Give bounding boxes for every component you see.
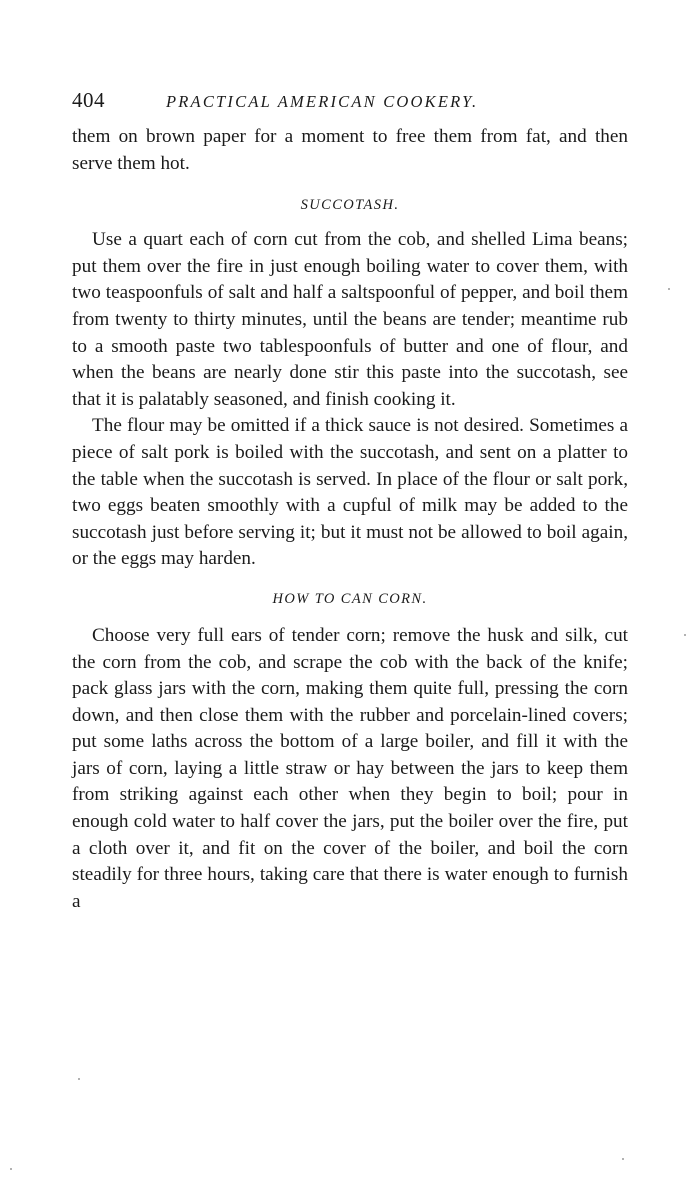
page-number: 404 (72, 88, 105, 112)
succotash-paragraph-2: The flour may be omitted if a thick sauce is not desired. Sometimes a piece of salt pork is boiled with the succotash, and sent on a platter to the table when the succotash is served. In place of the flour or salt pork, two eggs beaten smoothly with a cupful of milk may be added to the succotash just before serving it; but it must not be allowed to boil again, or the eggs may harden. (72, 415, 628, 570)
opening-paragraph: them on brown paper for a moment to free them from fat, and then serve them hot. (72, 126, 628, 174)
paper-speck (78, 1078, 80, 1080)
succotash-heading: SUCCOTASH. (300, 197, 400, 214)
paper-speck (10, 1168, 12, 1170)
paper-speck (668, 288, 670, 290)
can-corn-paragraph-1: Choose very full ears of tender corn; remove the husk and silk, cut the corn from the cob, and scrape the cob with the back of the knife; pack glass jars with the corn, making them quite full, pressing the corn down, and then close them with the rubber and porcelain-lined covers; put some laths across the bottom of a large boiler, and fill it with the jars of corn, laying a little straw or hay between the jars to keep them from striking against each other when they begin to boil; pour in enough cold water to half cover the jars, put the boiler over the fire, put a cloth over it, and fit on the cover of the boiler, and boil the corn steadily for three hours, taking care that there is water enough to furnish a (72, 624, 628, 912)
paper-speck (684, 634, 686, 636)
running-head (72, 88, 628, 118)
succotash-paragraph-1: Use a quart each of corn cut from the cob, and shelled Lima beans; put them over the fire in just enough boiling water to cover them, with two teaspoonfuls of salt and half a saltspoonful of pepper, and boil them from twenty to thirty minutes, until the beans are tender; meantime rub to a smooth paste two tablespoonfuls of butter and one of flour, and when the beans are nearly done stir this paste into the succotash, see that it is palatably seasoned, and finish cooking it. (72, 229, 628, 410)
running-title: PRACTICAL AMERICAN COOKERY. (166, 92, 479, 111)
book-page (72, 88, 628, 915)
can-corn-heading: HOW TO CAN CORN. (272, 590, 428, 607)
paper-speck (622, 1158, 624, 1160)
